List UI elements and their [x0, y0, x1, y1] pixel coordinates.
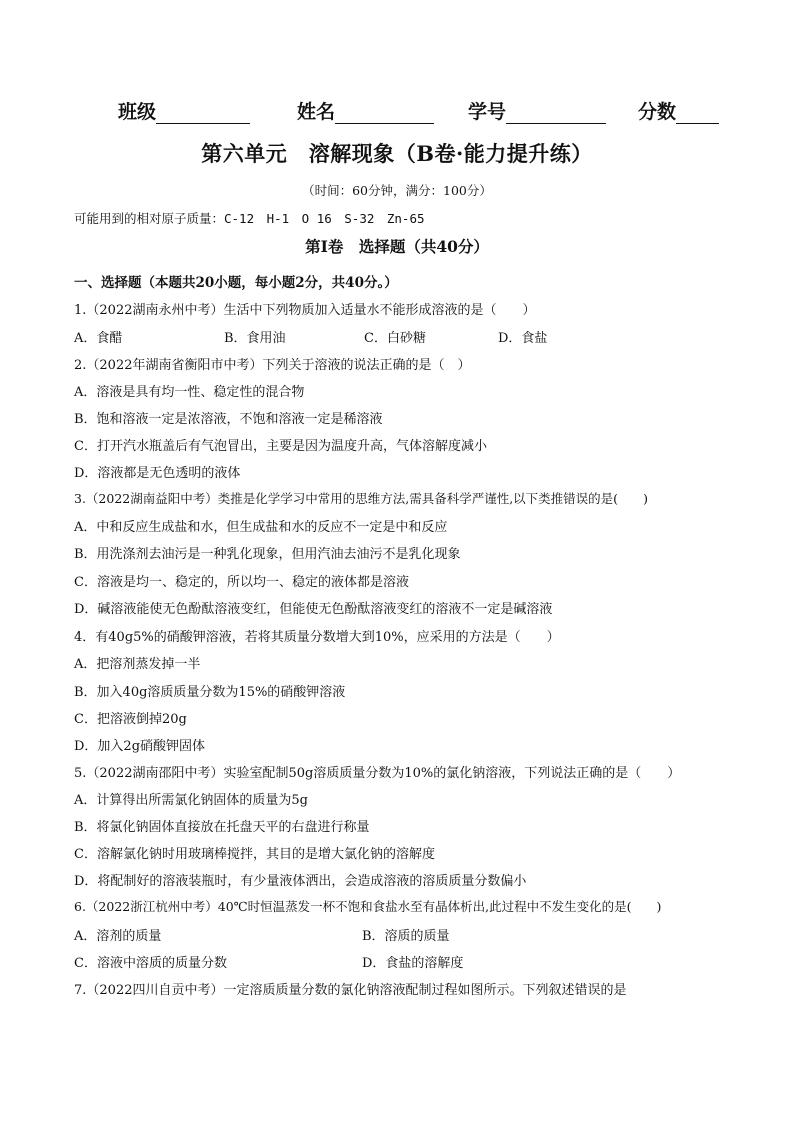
id-field [468, 97, 606, 124]
question-stem: 6.（2022浙江杭州中考）40℃时恒温蒸发一杯不饱和食盐水至有晶体析出,此过程中不发生变化的是( ) [74, 899, 662, 914]
id-label: 学号 [468, 101, 507, 123]
class-label: 班级 [118, 101, 157, 123]
option-a[interactable]: A．计算得出所需氯化钠固体的质量为5g [74, 793, 308, 808]
section-title: 一、选择题（本题共20小题，每小题2分，共40分。） [74, 275, 398, 291]
name-field [297, 97, 434, 124]
option-b[interactable]: B．将氯化钠固体直接放在托盘天平的右盘进行称量 [74, 820, 370, 835]
option-a[interactable]: A．食醋 [74, 331, 123, 346]
option-a[interactable]: A．把溶剂蒸发掉一半 [74, 657, 201, 672]
option-d[interactable]: D．食盐的溶解度 [362, 956, 464, 971]
atomic-masses: 可能用到的相对原子质量：C-12 H-1 O 16 S-32 Zn-65 [74, 211, 425, 226]
question-stem: 3.（2022湖南益阳中考）类推是化学学习中常用的思维方法,需具备科学严谨性,以下类推错误的是( ) [74, 491, 648, 506]
name-label: 姓名 [297, 101, 336, 123]
option-c[interactable]: C．打开汽水瓶盖后有气泡冒出，主要是因为温度升高，气体溶解度减小 [74, 439, 487, 454]
question-stem: 2.（2022年湖南省衡阳市中考）下列关于溶液的说法正确的是（ ） [74, 358, 471, 373]
option-b[interactable]: B．用洗涤剂去油污是一种乳化现象，但用汽油去油污不是乳化现象 [74, 547, 461, 562]
question-stem: 4．有40g5%的硝酸钾溶液，若将其质量分数增大到10%，应采用的方法是（ ） [74, 630, 560, 645]
option-d[interactable]: D．碱溶液能使无色酚酞溶液变红，但能使无色酚酞溶液变红的溶液不一定是碱溶液 [74, 602, 553, 617]
option-a[interactable]: A．溶液是具有均一性、稳定性的混合物 [74, 385, 305, 400]
question-stem: 5.（2022湖南邵阳中考）实验室配制50g溶质质量分数为10%的氯化钠溶液，下列说法正确的是（ ） [74, 766, 681, 781]
option-c[interactable]: C．白砂糖 [364, 331, 426, 346]
option-c[interactable]: C．溶解氯化钠时用玻璃棒搅拌，其目的是增大氯化钠的溶解度 [74, 847, 435, 862]
class-field [118, 97, 250, 124]
question-stem: 1.（2022湖南永州中考）生活中下列物质加入适量水不能形成溶液的是（ ） [74, 303, 536, 318]
option-b[interactable]: B．加入40g溶质质量分数为15%的硝酸钾溶液 [74, 685, 346, 700]
option-c[interactable]: C．把溶液倒掉20g [74, 712, 187, 727]
option-a[interactable]: A．中和反应生成盐和水，但生成盐和水的反应不一定是中和反应 [74, 520, 448, 535]
option-d[interactable]: D．将配制好的溶液装瓶时，有少量液体洒出，会造成溶液的溶质质量分数偏小 [74, 874, 527, 889]
option-b[interactable]: B．溶质的质量 [362, 929, 450, 944]
option-c[interactable]: C．溶液中溶质的质量分数 [74, 956, 227, 971]
score-blank[interactable] [676, 104, 719, 124]
option-d[interactable]: D．加入2g硝酸钾固体 [74, 739, 206, 754]
option-b[interactable]: B．饱和溶液一定是浓溶液，不饱和溶液一定是稀溶液 [74, 412, 383, 427]
option-d[interactable]: D．溶液都是无色透明的液体 [74, 466, 241, 481]
part-title: 第Ⅰ卷 选择题（共40分） [305, 237, 489, 256]
option-c[interactable]: C．溶液是均一、稳定的，所以均一、稳定的液体都是溶液 [74, 575, 409, 590]
class-blank[interactable] [156, 104, 250, 124]
option-b[interactable]: B．食用油 [224, 331, 286, 346]
score-label: 分数 [638, 101, 677, 123]
option-a[interactable]: A．溶剂的质量 [74, 929, 162, 944]
score-field [638, 97, 719, 124]
exam-time-info: （时间：60分钟，满分：100分） [302, 183, 492, 198]
option-d[interactable]: D．食盐 [498, 331, 548, 346]
question-stem: 7.（2022四川自贡中考）一定溶质质量分数的氯化钠溶液配制过程如图所示。下列叙述错误的是 [74, 983, 627, 998]
name-blank[interactable] [335, 104, 434, 124]
page-title: 第六单元 溶解现象（B卷·能力提升练） [201, 141, 593, 166]
id-blank[interactable] [506, 104, 606, 124]
